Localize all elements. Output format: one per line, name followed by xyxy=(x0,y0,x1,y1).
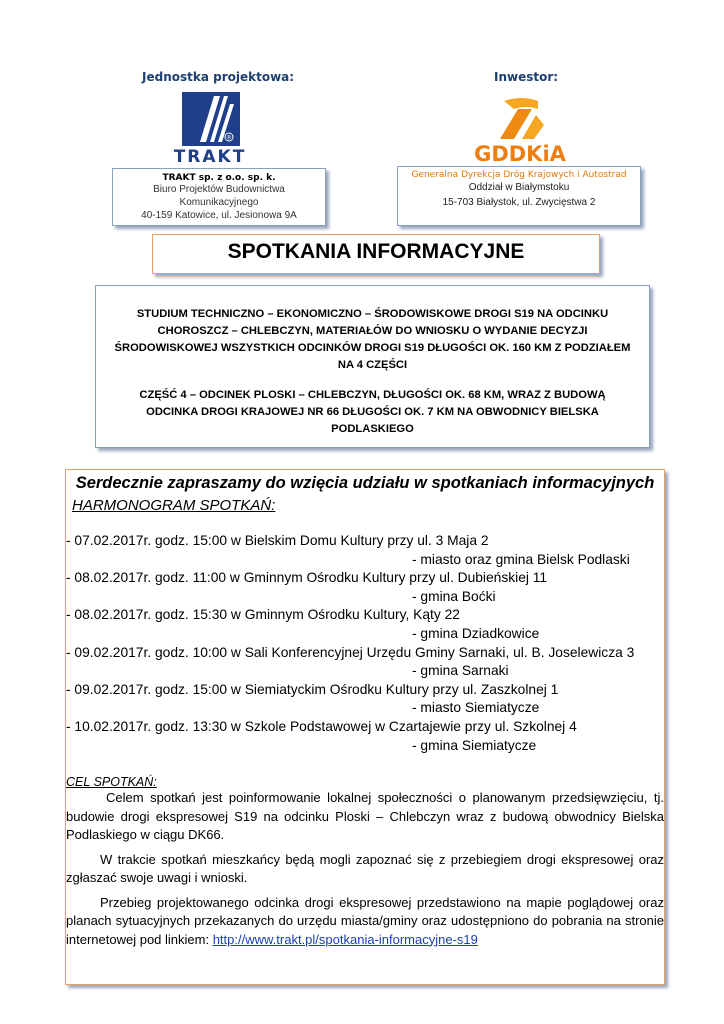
designer-line2: 40-159 Katowice, ul. Jesionowa 9A xyxy=(141,210,297,221)
goal-paragraph-3 xyxy=(66,894,664,950)
schedule-item-place: - gmina Sarnaki xyxy=(412,663,509,679)
gddkia-logo-text: GDDKiA xyxy=(474,142,566,165)
spotkania-link[interactable]: http://www.trakt.pl/spotkania-informacyjne-s19 xyxy=(212,931,478,947)
schedule-item-when: - 08.02.2017r. godz. 15:30 w Gminnym Ośrodku Kultury, Kąty 22 xyxy=(66,607,460,623)
investor-info-box xyxy=(397,166,641,226)
designer-name: TRAKT sp. z o.o. sp. k. xyxy=(162,173,276,183)
designer-line1: Biuro Projektów Budownictwa Komunikacyjnego xyxy=(153,184,285,208)
invitation-box xyxy=(65,469,665,985)
trakt-logo xyxy=(148,90,272,166)
schedule-item-place: - gmina Boćki xyxy=(412,588,496,604)
study-paragraph-1: STUDIUM TECHNICZNO – EKONOMICZNO – ŚRODOWISKOWE DROGI S19 NA ODCINKU CHOROSZCZ – CHLEBCZYN, MATERIAŁÓW DO WNIOSKU O WYDANIE DECYZJI ŚRODOWISKOWEJ WSZYSTKICH ODCINKÓW DROGI S19 DŁUGOŚCI OK. 160 KM Z PODZIAŁEM NA 4 CZĘŚCI xyxy=(114,308,631,371)
investor-line2: 15-703 Białystok, ul. Zwycięstwa 2 xyxy=(442,197,596,208)
schedule-item-place: - miasto Siemiatycze xyxy=(412,700,540,716)
investor-label: Inwestor: xyxy=(494,70,559,84)
schedule-item-when: - 09.02.2017r. godz. 10:00 w Sali Konferencyjnej Urzędu Gminy Sarnaki, ul. B. Joselewicza 3 xyxy=(66,644,635,660)
study-paragraph-2: CZĘŚĆ 4 – ODCINEK PLOSKI – CHLEBCZYN, DŁUGOŚCI OK. 68 KM, WRAZ Z BUDOWĄ ODCINKA DROGI KRAJOWEJ NR 66 DŁUGOŚCI OK. 7 KM NA OBWODNICY BIELSKA PODLASKIEGO xyxy=(139,389,606,435)
registered-mark: ® xyxy=(226,134,232,142)
goal-paragraph-3-text: Przebieg projektowanego odcinka drogi ekspresowej przedstawiono na mapie poglądowej oraz planach sytuacyjnych przekazanych do urzędu miasta/gminy oraz udostępniono do pobrania na stronie internetowej pod linkiem: xyxy=(66,894,664,947)
schedule-item-place: - gmina Siemiatycze xyxy=(412,737,537,753)
goal-paragraph-2: W trakcie spotkań mieszkańcy będą mogli zapoznać się z przebiegiem drogi ekspresowej oraz zgłaszać swoje uwagi i wnioski. xyxy=(66,851,664,886)
schedule-item-when: - 09.02.2017r. godz. 15:00 w Siemiatyckim Ośrodku Kultury przy ul. Zaszkolnej 1 xyxy=(66,681,559,697)
gddkia-logo xyxy=(464,95,576,165)
designer-label: Jednostka projektowa: xyxy=(142,70,295,84)
title-box xyxy=(152,234,600,274)
schedule-item-when: - 07.02.2017r. godz. 15:00 w Bielskim Domu Kultury przy ul. 3 Maja 2 xyxy=(66,533,489,548)
study-box xyxy=(95,285,650,448)
goal-paragraph-1: Celem spotkań jest poinformowanie lokalnej społeczności o planowanym przedsięwzięciu, tj. budowie drogi ekspresowej S19 na odcinku Ploski – Chlebczyn wraz z budową obwodnicy Bielska Podlaskiego w ciągu DK66. xyxy=(66,790,664,843)
schedule-item-place: - miasto oraz gmina Bielsk Podlaski xyxy=(412,551,630,567)
designer-info-box xyxy=(112,168,326,226)
schedule-heading: HARMONOGRAM SPOTKAŃ: xyxy=(72,497,276,514)
trakt-logo-text: TRAKT xyxy=(173,147,247,166)
invitation-heading: Serdecznie zapraszamy do wzięcia udziału w spotkaniach informacyjnych xyxy=(75,474,655,492)
investor-line1: Oddział w Białymstoku xyxy=(468,182,570,193)
goal-heading: CEL SPOTKAŃ: xyxy=(66,775,157,790)
schedule-item-when: - 08.02.2017r. godz. 11:00 w Gminnym Ośrodku Kultury przy ul. Dubieńskiej 11 xyxy=(66,570,548,586)
schedule-item-place: - gmina Dziadkowice xyxy=(412,625,540,641)
schedule-list xyxy=(66,532,664,755)
investor-name: Generalna Dyrekcja Dróg Krajowych i Autostrad xyxy=(411,170,627,180)
schedule-item-when: - 10.02.2017r. godz. 13:30 w Szkole Podstawowej w Czartajewie przy ul. Szkolnej 4 xyxy=(66,718,577,734)
page-title: SPOTKANIA INFORMACYJNE xyxy=(227,240,525,263)
